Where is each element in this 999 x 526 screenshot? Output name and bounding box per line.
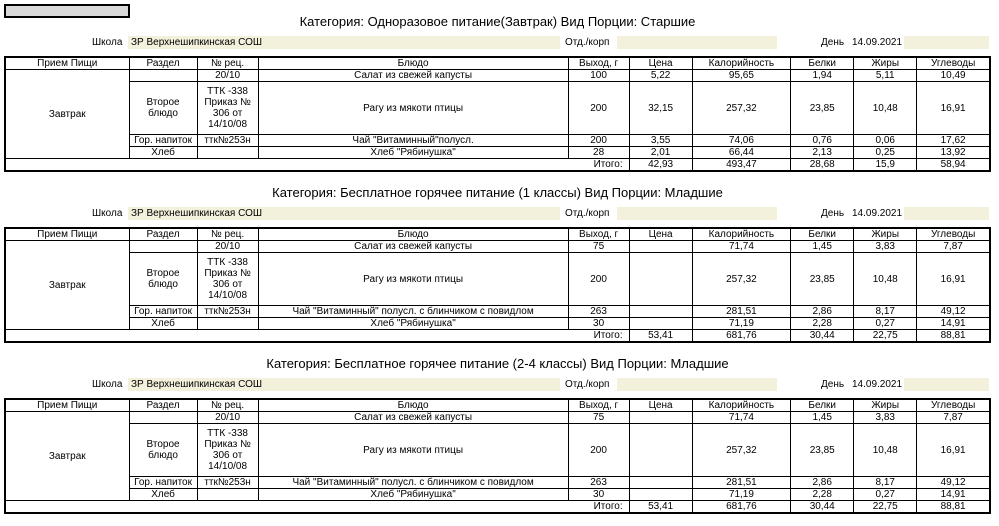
column-header: № рец. <box>197 57 258 70</box>
column-header: Белки <box>791 228 854 241</box>
total-protein: 30,44 <box>791 501 854 514</box>
carb-cell: 49,12 <box>917 477 990 489</box>
output-cell: 200 <box>568 82 629 135</box>
column-header: Углеводы <box>917 228 990 241</box>
column-header: Жиры <box>854 228 917 241</box>
table-row <box>5 70 990 82</box>
school-name: ЗР Верхнешипкинская СОШ <box>131 379 263 390</box>
carb-cell: 17,62 <box>917 135 990 147</box>
column-header: Блюдо <box>258 228 568 241</box>
table-row <box>5 82 990 135</box>
total-kcal: 681,76 <box>692 330 791 343</box>
table-row <box>5 135 990 147</box>
column-header: Раздел <box>129 399 197 412</box>
protein-cell: 0,76 <box>791 135 854 147</box>
recipe-cell: ТТК -338 Приказ № 306 от 14/10/08 <box>197 424 258 477</box>
menu-section <box>4 14 991 184</box>
dept-field <box>617 378 777 391</box>
protein-cell: 2,28 <box>791 318 854 330</box>
day-label: День <box>821 208 845 219</box>
output-cell: 30 <box>568 489 629 501</box>
protein-cell: 2,13 <box>791 147 854 159</box>
output-cell: 28 <box>568 147 629 159</box>
day-label: День <box>821 379 845 390</box>
table-row <box>5 412 990 424</box>
school-label: Школа <box>92 379 123 390</box>
date-value: 14.09.2021 <box>852 37 903 48</box>
section-cell: Второе блюдо <box>129 424 197 477</box>
total-carb: 88,81 <box>917 330 990 343</box>
kcal-cell: 71,19 <box>692 489 791 501</box>
price-cell <box>629 253 692 306</box>
price-cell <box>629 477 692 489</box>
meal-cell: Завтрак <box>5 241 129 330</box>
column-header: Жиры <box>854 57 917 70</box>
carb-cell: 14,91 <box>917 318 990 330</box>
kcal-cell: 71,19 <box>692 318 791 330</box>
kcal-cell: 257,32 <box>692 82 791 135</box>
carb-cell: 7,87 <box>917 412 990 424</box>
date-value: 14.09.2021 <box>852 208 903 219</box>
fat-cell: 0,06 <box>854 135 917 147</box>
recipe-cell: 20/10 <box>197 70 258 82</box>
info-row <box>4 207 991 221</box>
school-name: ЗР Верхнешипкинская СОШ <box>131 208 263 219</box>
school-label: Школа <box>92 37 123 48</box>
fat-cell: 3,83 <box>854 241 917 253</box>
total-price: 53,41 <box>629 501 692 514</box>
recipe-cell: ттк№253н <box>197 477 258 489</box>
meal-cell: Завтрак <box>5 70 129 159</box>
column-header: Блюдо <box>258 399 568 412</box>
total-label: Итого: <box>5 330 629 343</box>
fat-cell: 5,11 <box>854 70 917 82</box>
section-cell: Второе блюдо <box>129 253 197 306</box>
category-title: Категория: Бесплатное горячее питание (1 классы) Вид Порции: Младшие <box>272 185 723 200</box>
carb-cell: 16,91 <box>917 253 990 306</box>
fat-cell: 8,17 <box>854 306 917 318</box>
carb-cell: 49,12 <box>917 306 990 318</box>
protein-cell: 2,28 <box>791 489 854 501</box>
section-cell <box>129 412 197 424</box>
kcal-cell: 71,74 <box>692 241 791 253</box>
dish-cell: Салат из свежей капусты <box>258 412 568 424</box>
price-cell: 5,22 <box>629 70 692 82</box>
dish-cell: Рагу из мякоти птицы <box>258 424 568 477</box>
table-row <box>5 477 990 489</box>
kcal-cell: 257,32 <box>692 424 791 477</box>
output-cell: 200 <box>568 424 629 477</box>
output-cell: 75 <box>568 241 629 253</box>
dish-cell: Чай "Витаминный"полусл. <box>258 135 568 147</box>
dept-label: Отд./корп <box>565 379 610 390</box>
price-cell <box>629 318 692 330</box>
carb-cell: 16,91 <box>917 82 990 135</box>
table-row <box>5 489 990 501</box>
column-header: Прием Пищи <box>5 57 129 70</box>
dish-cell: Рагу из мякоти птицы <box>258 82 568 135</box>
output-cell: 263 <box>568 477 629 489</box>
total-protein: 30,44 <box>791 330 854 343</box>
recipe-cell <box>197 318 258 330</box>
carb-cell: 10,49 <box>917 70 990 82</box>
dish-cell: Хлеб "Рябинушка" <box>258 318 568 330</box>
day-field <box>904 36 989 49</box>
recipe-cell: 20/10 <box>197 412 258 424</box>
recipe-cell <box>197 147 258 159</box>
dept-label: Отд./корп <box>565 37 610 48</box>
total-protein: 28,68 <box>791 159 854 172</box>
total-label: Итого: <box>5 159 629 172</box>
section-cell <box>129 241 197 253</box>
fat-cell: 10,48 <box>854 424 917 477</box>
total-carb: 88,81 <box>917 501 990 514</box>
section-cell: Гор. напиток <box>129 306 197 318</box>
output-cell: 200 <box>568 135 629 147</box>
kcal-cell: 66,44 <box>692 147 791 159</box>
column-header: Калорийность <box>692 228 791 241</box>
recipe-cell: 20/10 <box>197 241 258 253</box>
carb-cell: 14,91 <box>917 489 990 501</box>
table-row <box>5 147 990 159</box>
info-row <box>4 378 991 392</box>
column-header: Выход, г <box>568 399 629 412</box>
total-kcal: 681,76 <box>692 501 791 514</box>
column-header: Жиры <box>854 399 917 412</box>
table-row <box>5 253 990 306</box>
fat-cell: 10,48 <box>854 253 917 306</box>
output-cell: 263 <box>568 306 629 318</box>
dept-field <box>617 36 777 49</box>
fat-cell: 0,25 <box>854 147 917 159</box>
total-price: 53,41 <box>629 330 692 343</box>
carb-cell: 7,87 <box>917 241 990 253</box>
info-row <box>4 36 991 50</box>
meal-cell: Завтрак <box>5 412 129 501</box>
fat-cell: 8,17 <box>854 477 917 489</box>
dish-cell: Чай "Витаминный" полусл. с блинчиком с повидлом <box>258 306 568 318</box>
dish-cell: Салат из свежей капусты <box>258 241 568 253</box>
table-header-row <box>5 228 990 241</box>
column-header: Раздел <box>129 228 197 241</box>
column-header: Белки <box>791 57 854 70</box>
dept-field <box>617 207 777 220</box>
recipe-cell: ттк№253н <box>197 135 258 147</box>
total-row <box>5 501 990 514</box>
price-cell: 32,15 <box>629 82 692 135</box>
price-cell <box>629 306 692 318</box>
section-cell <box>129 70 197 82</box>
price-cell: 2,01 <box>629 147 692 159</box>
menu-table <box>4 398 991 514</box>
kcal-cell: 71,74 <box>692 412 791 424</box>
menu-section <box>4 185 991 355</box>
column-header: Выход, г <box>568 228 629 241</box>
day-label: День <box>821 37 845 48</box>
kcal-cell: 74,06 <box>692 135 791 147</box>
fat-cell: 0,27 <box>854 318 917 330</box>
category-title: Категория: Бесплатное горячее питание (2-4 классы) Вид Порции: Младшие <box>266 356 729 371</box>
column-header: Углеводы <box>917 399 990 412</box>
column-header: Цена <box>629 399 692 412</box>
price-cell <box>629 489 692 501</box>
table-header-row <box>5 399 990 412</box>
section-cell: Второе блюдо <box>129 82 197 135</box>
column-header: Выход, г <box>568 57 629 70</box>
column-header: № рец. <box>197 399 258 412</box>
category-title: Категория: Одноразовое питание(Завтрак) Вид Порции: Старшие <box>299 14 696 29</box>
table-row <box>5 306 990 318</box>
column-header: Цена <box>629 228 692 241</box>
total-label: Итого: <box>5 501 629 514</box>
recipe-cell: ттк№253н <box>197 306 258 318</box>
section-cell: Хлеб <box>129 147 197 159</box>
recipe-cell: ТТК -338 Приказ № 306 от 14/10/08 <box>197 82 258 135</box>
table-header-row <box>5 57 990 70</box>
total-carb: 58,94 <box>917 159 990 172</box>
fat-cell: 0,27 <box>854 489 917 501</box>
column-header: Углеводы <box>917 57 990 70</box>
output-cell: 75 <box>568 412 629 424</box>
dish-cell: Салат из свежей капусты <box>258 70 568 82</box>
column-header: Блюдо <box>258 57 568 70</box>
protein-cell: 23,85 <box>791 253 854 306</box>
menu-section <box>4 356 991 526</box>
recipe-cell: ТТК -338 Приказ № 306 от 14/10/08 <box>197 253 258 306</box>
dish-cell: Рагу из мякоти птицы <box>258 253 568 306</box>
fat-cell: 3,83 <box>854 412 917 424</box>
protein-cell: 2,86 <box>791 306 854 318</box>
protein-cell: 2,86 <box>791 477 854 489</box>
dish-cell: Чай "Витаминный" полусл. с блинчиком с повидлом <box>258 477 568 489</box>
section-cell: Гор. напиток <box>129 135 197 147</box>
total-fat: 22,75 <box>854 330 917 343</box>
price-cell <box>629 424 692 477</box>
fat-cell: 10,48 <box>854 82 917 135</box>
table-row <box>5 318 990 330</box>
protein-cell: 1,45 <box>791 241 854 253</box>
total-row <box>5 159 990 172</box>
column-header: Калорийность <box>692 399 791 412</box>
carb-cell: 16,91 <box>917 424 990 477</box>
total-row <box>5 330 990 343</box>
day-field <box>904 207 989 220</box>
column-header: Белки <box>791 399 854 412</box>
protein-cell: 23,85 <box>791 424 854 477</box>
output-cell: 100 <box>568 70 629 82</box>
price-cell: 3,55 <box>629 135 692 147</box>
school-name: ЗР Верхнешипкинская СОШ <box>131 37 263 48</box>
dish-cell: Хлеб "Рябинушка" <box>258 147 568 159</box>
table-row <box>5 241 990 253</box>
protein-cell: 1,45 <box>791 412 854 424</box>
day-field <box>904 378 989 391</box>
protein-cell: 23,85 <box>791 82 854 135</box>
column-header: Раздел <box>129 57 197 70</box>
kcal-cell: 95,65 <box>692 70 791 82</box>
total-kcal: 493,47 <box>692 159 791 172</box>
total-fat: 15,9 <box>854 159 917 172</box>
kcal-cell: 257,32 <box>692 253 791 306</box>
menu-table <box>4 227 991 343</box>
dish-cell: Хлеб "Рябинушка" <box>258 489 568 501</box>
kcal-cell: 281,51 <box>692 306 791 318</box>
table-row <box>5 424 990 477</box>
dept-label: Отд./корп <box>565 208 610 219</box>
column-header: Прием Пищи <box>5 399 129 412</box>
section-cell: Гор. напиток <box>129 477 197 489</box>
section-cell: Хлеб <box>129 318 197 330</box>
kcal-cell: 281,51 <box>692 477 791 489</box>
recipe-cell <box>197 489 258 501</box>
column-header: № рец. <box>197 228 258 241</box>
menu-table <box>4 56 991 172</box>
date-value: 14.09.2021 <box>852 379 903 390</box>
school-label: Школа <box>92 208 123 219</box>
price-cell <box>629 412 692 424</box>
section-cell: Хлеб <box>129 489 197 501</box>
total-fat: 22,75 <box>854 501 917 514</box>
output-cell: 30 <box>568 318 629 330</box>
output-cell: 200 <box>568 253 629 306</box>
carb-cell: 13,92 <box>917 147 990 159</box>
column-header: Прием Пищи <box>5 228 129 241</box>
price-cell <box>629 241 692 253</box>
total-price: 42,93 <box>629 159 692 172</box>
column-header: Цена <box>629 57 692 70</box>
column-header: Калорийность <box>692 57 791 70</box>
protein-cell: 1,94 <box>791 70 854 82</box>
